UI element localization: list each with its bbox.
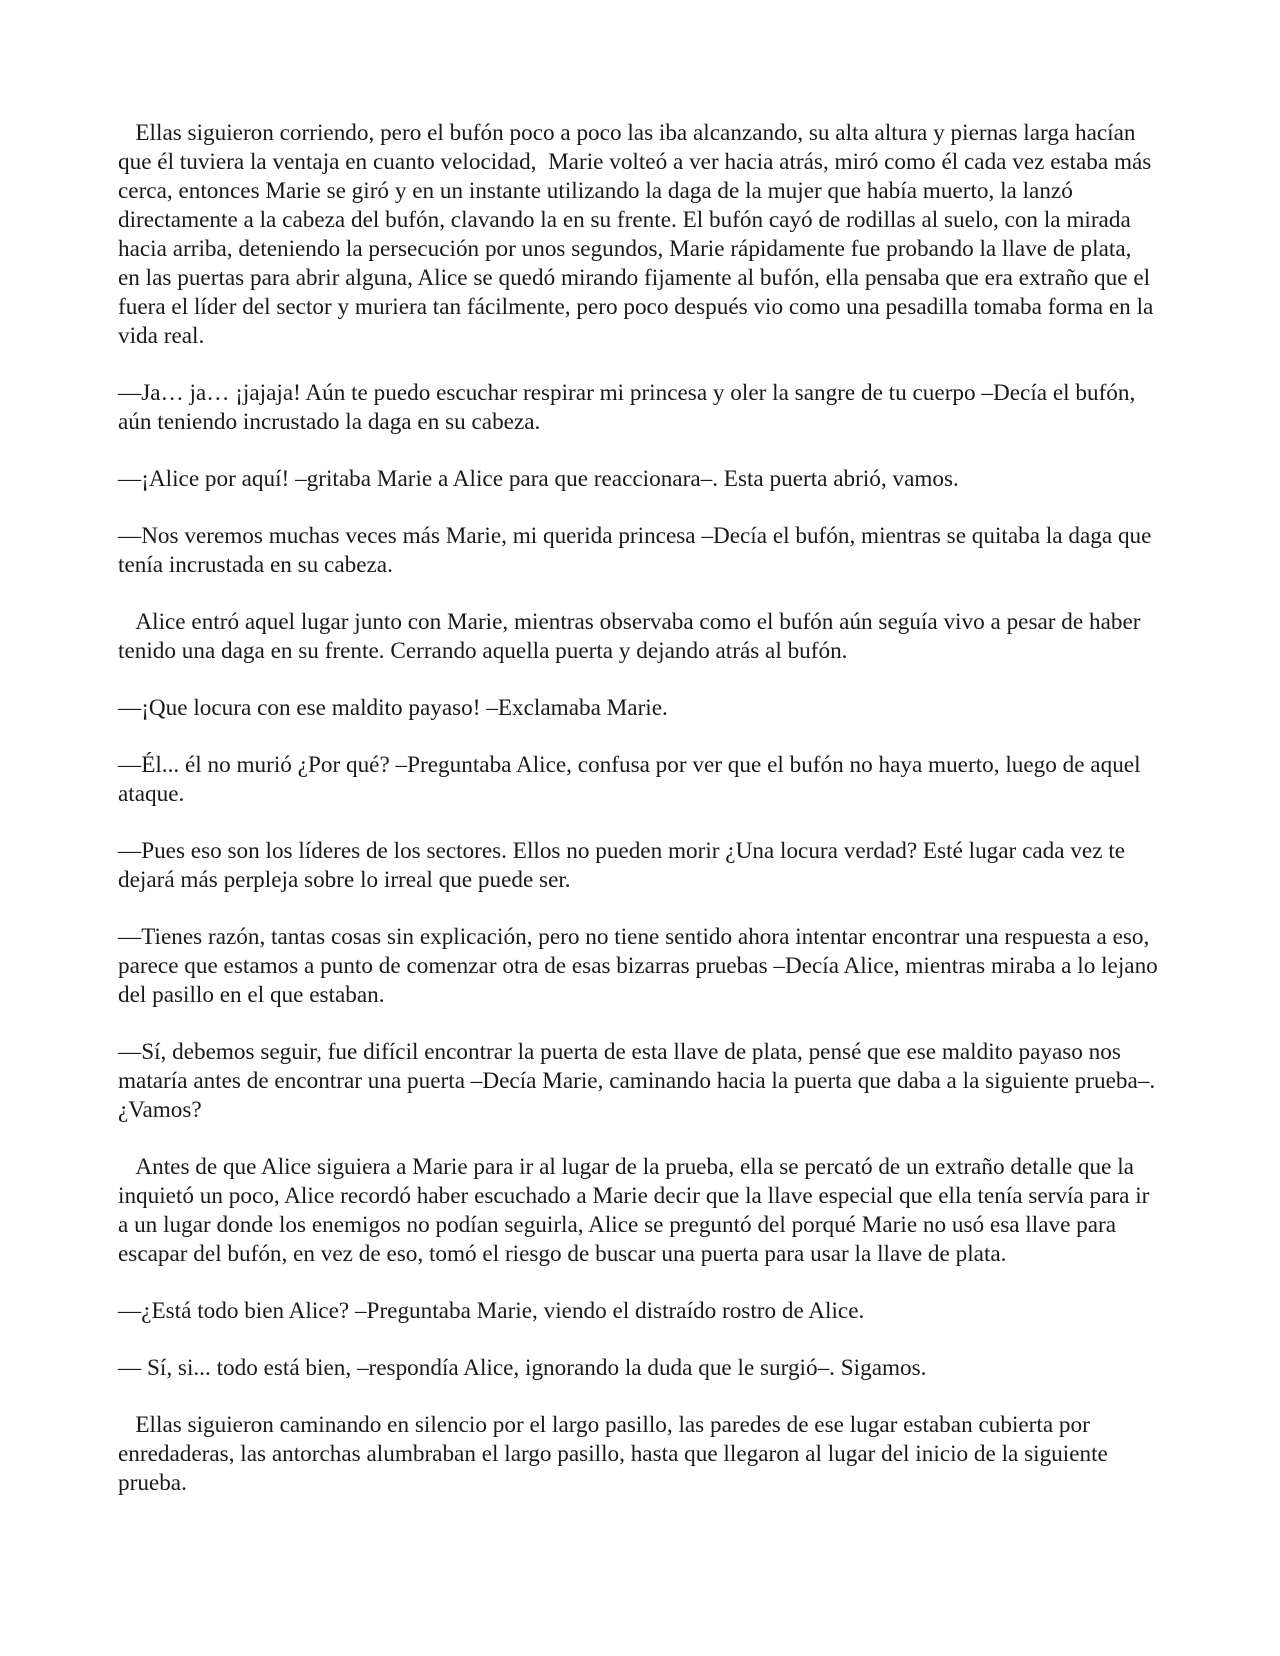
- paragraph-1: Ellas siguieron corriendo, pero el bufón poco a poco las iba alcanzando, su alta altura y piernas larga hacían que él tuviera la ventaja en cuanto velocidad, Marie volteó a ver hacia atrás, miró como él cada vez estaba más cerca, entonces Marie se giró y en un instante utilizando la daga de la mujer que había muerto, la lanzó directamente a la cabeza del bufón, clavando la en su frente. El bufón cayó de rodillas al suelo, con la mirada hacia arriba, deteniendo la persecución por unos segundos, Marie rápidamente fue probando la llave de plata, en las puertas para abrir alguna, Alice se quedó mirando fijamente al bufón, ella pensaba que era extraño que el fuera el líder del sector y muriera tan fácilmente, pero poco después vio como una pesadilla tomaba forma en la vida real.: [118, 120, 1160, 349]
- paragraph-2: —Ja… ja… ¡jajaja! Aún te puedo escuchar respirar mi princesa y oler la sangre de tu cuerpo –Decía el bufón, aún teniendo incrustado la daga en su cabeza.: [118, 380, 1142, 435]
- paragraph-13: — Sí, si... todo está bien, –respondía Alice, ignorando la duda que le surgió–. Sigamos.: [118, 1355, 927, 1381]
- paragraph-5: Alice entró aquel lugar junto con Marie, mientras observaba como el bufón aún seguía vivo a pesar de haber tenido una daga en su frente. Cerrando aquella puerta y dejando atrás al bufón.: [118, 609, 1147, 664]
- document-page: [118, 119, 1164, 1526]
- paragraph-4: —Nos veremos muchas veces más Marie, mi querida princesa –Decía el bufón, mientras se quitaba la daga que tenía incrustada en su cabeza.: [118, 523, 1158, 578]
- paragraph-10: —Sí, debemos seguir, fue difícil encontrar la puerta de esta llave de plata, pensé que ese maldito payaso nos mataría antes de encontrar una puerta –Decía Marie, caminando hacia la puerta que daba a la siguiente prueba–. ¿Vamos?: [118, 1039, 1161, 1123]
- paragraph-6: —¡Que locura con ese maldito payaso! –Exclamaba Marie.: [118, 695, 668, 721]
- paragraph-14: Ellas siguieron caminando en silencio por el largo pasillo, las paredes de ese lugar estaban cubierta por enredaderas, las antorchas alumbraban el largo pasillo, hasta que llegaron al lugar del inicio de la siguiente prueba.: [118, 1412, 1114, 1496]
- paragraph-12: —¿Está todo bien Alice? –Preguntaba Marie, viendo el distraído rostro de Alice.: [118, 1298, 865, 1324]
- paragraph-7: —Él... él no murió ¿Por qué? –Preguntaba Alice, confusa por ver que el bufón no haya muerto, luego de aquel ataque.: [118, 752, 1147, 807]
- paragraph-8: —Pues eso son los líderes de los sectores. Ellos no pueden morir ¿Una locura verdad? Esté lugar cada vez te dejará más perpleja sobre lo irreal que puede ser.: [118, 838, 1131, 893]
- paragraph-9: —Tienes razón, tantas cosas sin explicación, pero no tiene sentido ahora intentar encontrar una respuesta a eso, parece que estamos a punto de comenzar otra de esas bizarras pruebas –Decía Alice, mientras miraba a lo lejano del pasillo en el que estaban.: [118, 924, 1164, 1008]
- paragraph-11: Antes de que Alice siguiera a Marie para ir al lugar de la prueba, ella se percató de un extraño detalle que la inquietó un poco, Alice recordó haber escuchado a Marie decir que la llave especial que ella tenía servía para ir a un lugar donde los enemigos no podían seguirla, Alice se preguntó del porqué Marie no usó esa llave para escapar del bufón, en vez de eso, tomó el riesgo de buscar una puerta para usar la llave de plata.: [118, 1154, 1156, 1267]
- paragraph-3: —¡Alice por aquí! –gritaba Marie a Alice para que reaccionara–. Esta puerta abrió, vamos.: [118, 466, 959, 492]
